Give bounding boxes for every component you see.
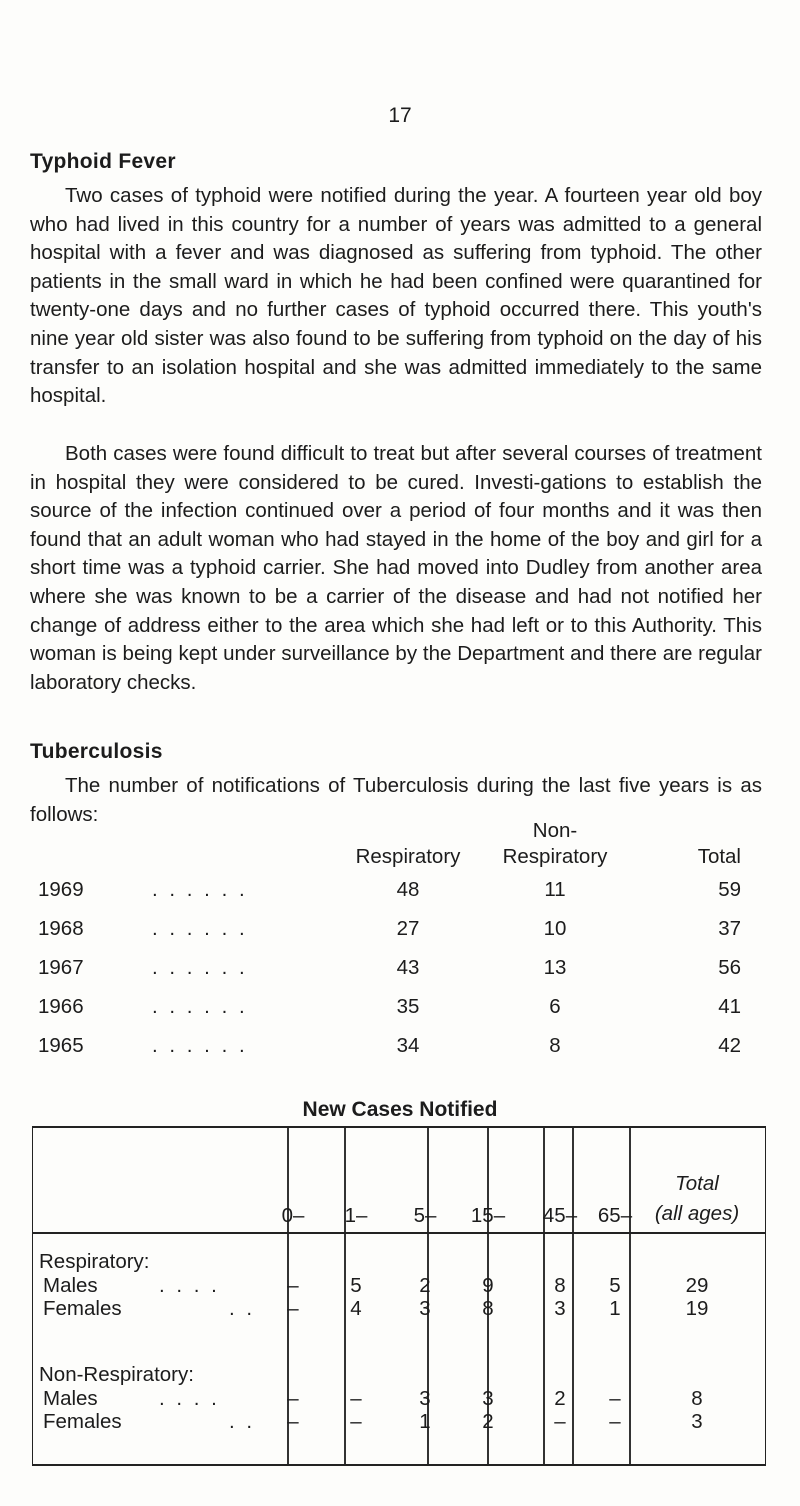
page-number: 17 [388, 104, 412, 127]
respiratory-cell: 27 [396, 917, 420, 940]
age-group-cell: 3 [554, 1297, 566, 1320]
age-group-cell: – [287, 1410, 299, 1433]
age-group-cell: – [350, 1410, 362, 1433]
total-cell: 41 [718, 995, 741, 1018]
row-label: Females [43, 1297, 122, 1320]
age-group-cell: 8 [482, 1297, 494, 1320]
leader-dots: . . . . [159, 1274, 220, 1297]
age-group-cell: 1 [609, 1297, 621, 1320]
year-cell: 1966 [38, 995, 84, 1018]
age-group-cell: – [554, 1410, 566, 1433]
typhoid-paragraph-2: Both cases were found difficult to treat but after several courses of treatment in hospital they were considered to be cured. Investi-gations to establish the source of the infection continued over a period of four months and it was then found that an adult woman who had stayed in the home of the boy and girl for a short time was a typhoid carrier. She had moved into Dudley from another area where she was known to be a carrier of the disease and had not notified her change of address either to the area which she had left or to this Authority. This woman is being kept under surveillance by the Department and there are regular laboratory checks. [30, 442, 762, 694]
non-respiratory-cell: 8 [549, 1034, 561, 1057]
non-respiratory-cell: 10 [543, 917, 567, 940]
new-cases-heading: New Cases Notified [302, 1098, 498, 1121]
year-cell: 1969 [38, 878, 84, 901]
new-cases-table [32, 1126, 766, 1466]
row-label: Females [43, 1410, 122, 1433]
column-header-respiratory: Respiratory [355, 845, 461, 868]
age-group-cell: 2 [554, 1387, 566, 1410]
tuberculosis-table [30, 818, 764, 1073]
row-label: Males [43, 1274, 98, 1297]
age-group-header: 0– [281, 1204, 305, 1227]
age-group-cell: 5 [350, 1274, 362, 1297]
total-cell: 37 [718, 917, 741, 940]
table-row [30, 917, 764, 956]
year-cell: 1965 [38, 1034, 84, 1057]
leader-dots: . . . . . . [152, 1034, 248, 1057]
group-label: Respiratory: [39, 1250, 150, 1273]
age-group-cell: 3 [419, 1297, 431, 1320]
age-group-header: 45– [542, 1204, 578, 1227]
tuberculosis-table-header [30, 818, 764, 878]
column-header-non-respiratory-line2: Respiratory [502, 845, 608, 868]
non-respiratory-cell: 11 [544, 878, 566, 901]
tuberculosis-heading: Tuberculosis [30, 740, 163, 763]
age-group-cell: – [287, 1274, 299, 1297]
table-row [30, 995, 764, 1034]
non-respiratory-cell: 13 [543, 956, 567, 979]
age-group-cell: 5 [609, 1274, 621, 1297]
total-cell: 59 [718, 878, 741, 901]
non-respiratory-cell: 6 [549, 995, 561, 1018]
table-row [30, 878, 764, 917]
age-group-cell: 3 [419, 1387, 431, 1410]
table-row [30, 956, 764, 995]
age-group-cell: 2 [419, 1274, 431, 1297]
table-row [30, 1034, 764, 1073]
row-label: Males [43, 1387, 98, 1410]
age-group-cell: 2 [482, 1410, 494, 1433]
leader-dots: . . . . . . [152, 917, 248, 940]
age-group-header: 65– [597, 1204, 633, 1227]
total-cell: 8 [691, 1387, 703, 1410]
total-cell: 19 [685, 1297, 709, 1320]
age-group-cell: – [609, 1410, 621, 1433]
column-header-non-respiratory-line1: Non- [532, 819, 578, 842]
age-group-cell: – [609, 1387, 621, 1410]
age-group-header: 15– [470, 1204, 506, 1227]
leader-dots: . . [229, 1410, 256, 1433]
respiratory-cell: 43 [396, 956, 420, 979]
total-cell: 3 [691, 1410, 703, 1433]
header-rule [33, 1232, 765, 1234]
age-group-cell: – [350, 1387, 362, 1410]
typhoid-paragraph-1: Two cases of typhoid were notified during the year. A fourteen year old boy who had lived in this country for a number of years was admitted to a general hospital with a fever and was diagnosed as suffering from typhoid. The other patients in the small ward in which he had been confined were quarantined for twenty-one days and no further cases of typhoid occurred there. This youth's nine year old sister was also found to be suffering from typhoid on the day of his transfer to an isolation hospital and she was admitted immediately to the same hospital. [30, 184, 762, 408]
age-group-cell: – [287, 1387, 299, 1410]
respiratory-cell: 34 [396, 1034, 420, 1057]
year-cell: 1968 [38, 917, 84, 940]
respiratory-cell: 35 [396, 995, 420, 1018]
total-cell: 56 [718, 956, 741, 979]
leader-dots: . . . . . . [152, 995, 248, 1018]
respiratory-cell: 48 [396, 878, 420, 901]
age-group-cell: 1 [419, 1410, 431, 1433]
age-group-cell: 8 [554, 1274, 566, 1297]
age-group-cell: 9 [482, 1274, 494, 1297]
age-group-header: 1– [344, 1204, 368, 1227]
age-group-cell: 4 [350, 1297, 362, 1320]
leader-dots: . . . . . . [152, 956, 248, 979]
age-group-cell: – [287, 1297, 299, 1320]
tuberculosis-intro: The number of notifications of Tuberculosis during the last five years is as follows: [30, 774, 762, 826]
leader-dots: . . [229, 1297, 256, 1320]
column-header-total: Total [697, 845, 741, 868]
leader-dots: . . . . [159, 1387, 220, 1410]
total-header-line2: (all ages) [654, 1202, 740, 1225]
total-header-line1: Total [675, 1172, 719, 1195]
age-group-header: 5– [413, 1204, 437, 1227]
typhoid-heading: Typhoid Fever [30, 150, 176, 173]
year-cell: 1967 [38, 956, 84, 979]
total-cell: 42 [718, 1034, 741, 1057]
total-cell: 29 [685, 1274, 709, 1297]
leader-dots: . . . . . . [152, 878, 248, 901]
group-label: Non-Respiratory: [39, 1363, 194, 1386]
age-group-cell: 3 [482, 1387, 494, 1410]
